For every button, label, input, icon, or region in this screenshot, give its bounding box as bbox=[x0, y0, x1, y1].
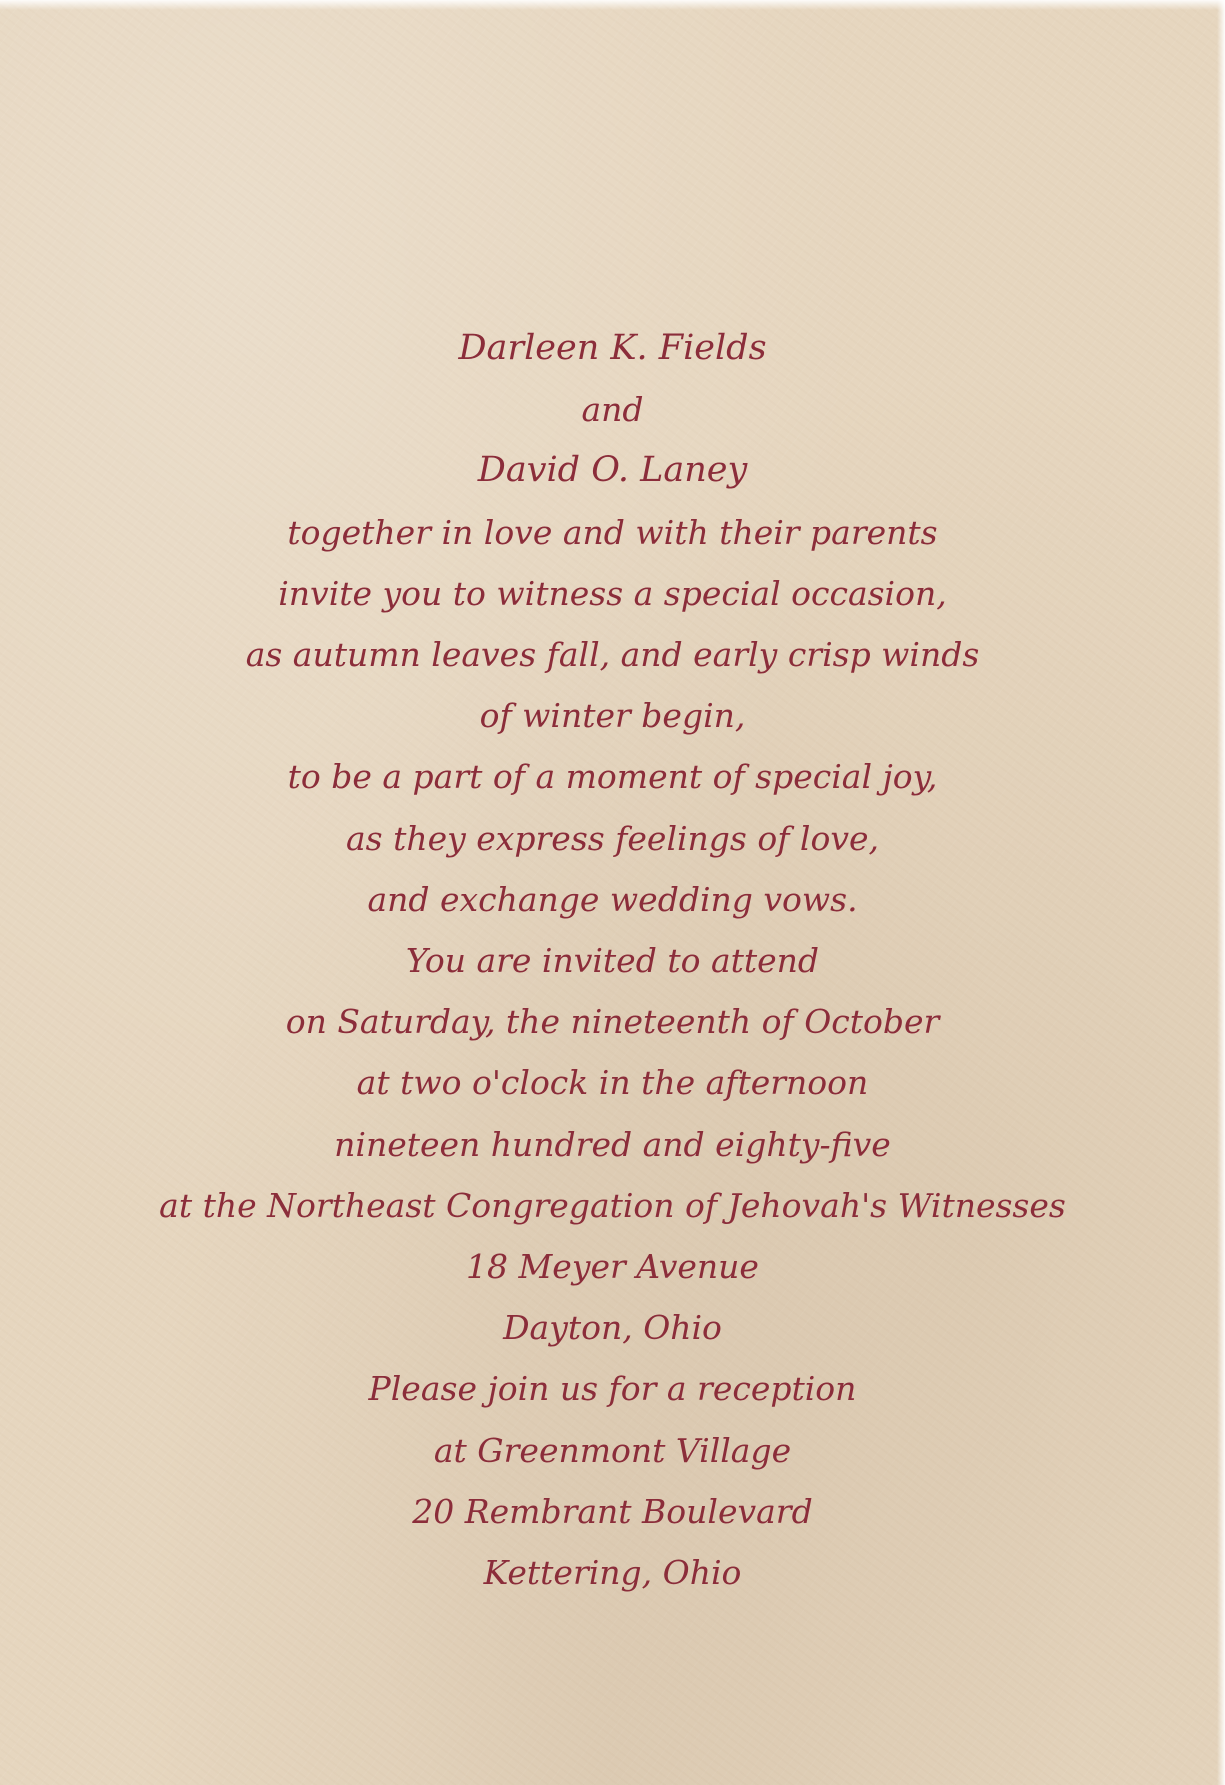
attend-line: You are invited to attend bbox=[405, 941, 820, 981]
conjunction-line: and bbox=[581, 390, 644, 430]
reception-venue: at Greenmont Village bbox=[433, 1430, 792, 1470]
reception-street: 20 Rembrant Boulevard bbox=[412, 1491, 813, 1531]
venue-city: Dayton, Ohio bbox=[503, 1308, 722, 1348]
date-line: on Saturday, the nineteenth of October bbox=[285, 1002, 940, 1042]
groom-name: David O. Laney bbox=[477, 450, 748, 491]
year-line: nineteen hundred and eighty-five bbox=[334, 1124, 891, 1164]
venue-street: 18 Meyer Avenue bbox=[466, 1247, 759, 1287]
paper-top-edge bbox=[0, 0, 1225, 10]
venue-line: at the Northeast Congregation of Jehovah's Witnesses bbox=[159, 1185, 1066, 1225]
invitation-text bbox=[0, 318, 1225, 1603]
invitation-line: as autumn leaves fall, and early crisp winds bbox=[245, 635, 980, 675]
reception-city: Kettering, Ohio bbox=[483, 1553, 742, 1593]
invitation-line: to be a part of a moment of special joy, bbox=[287, 757, 938, 797]
invitation-line: of winter begin, bbox=[479, 696, 746, 736]
reception-line: Please join us for a reception bbox=[368, 1369, 857, 1409]
invitation-line: together in love and with their parents bbox=[287, 512, 938, 552]
invitation-line: as they express feelings of love, bbox=[345, 818, 880, 858]
bride-name: Darleen K. Fields bbox=[458, 328, 767, 368]
invitation-line: and exchange wedding vows. bbox=[367, 879, 858, 919]
invitation-line: invite you to witness a special occasion, bbox=[278, 573, 947, 613]
time-line: at two o'clock in the afternoon bbox=[356, 1063, 869, 1103]
